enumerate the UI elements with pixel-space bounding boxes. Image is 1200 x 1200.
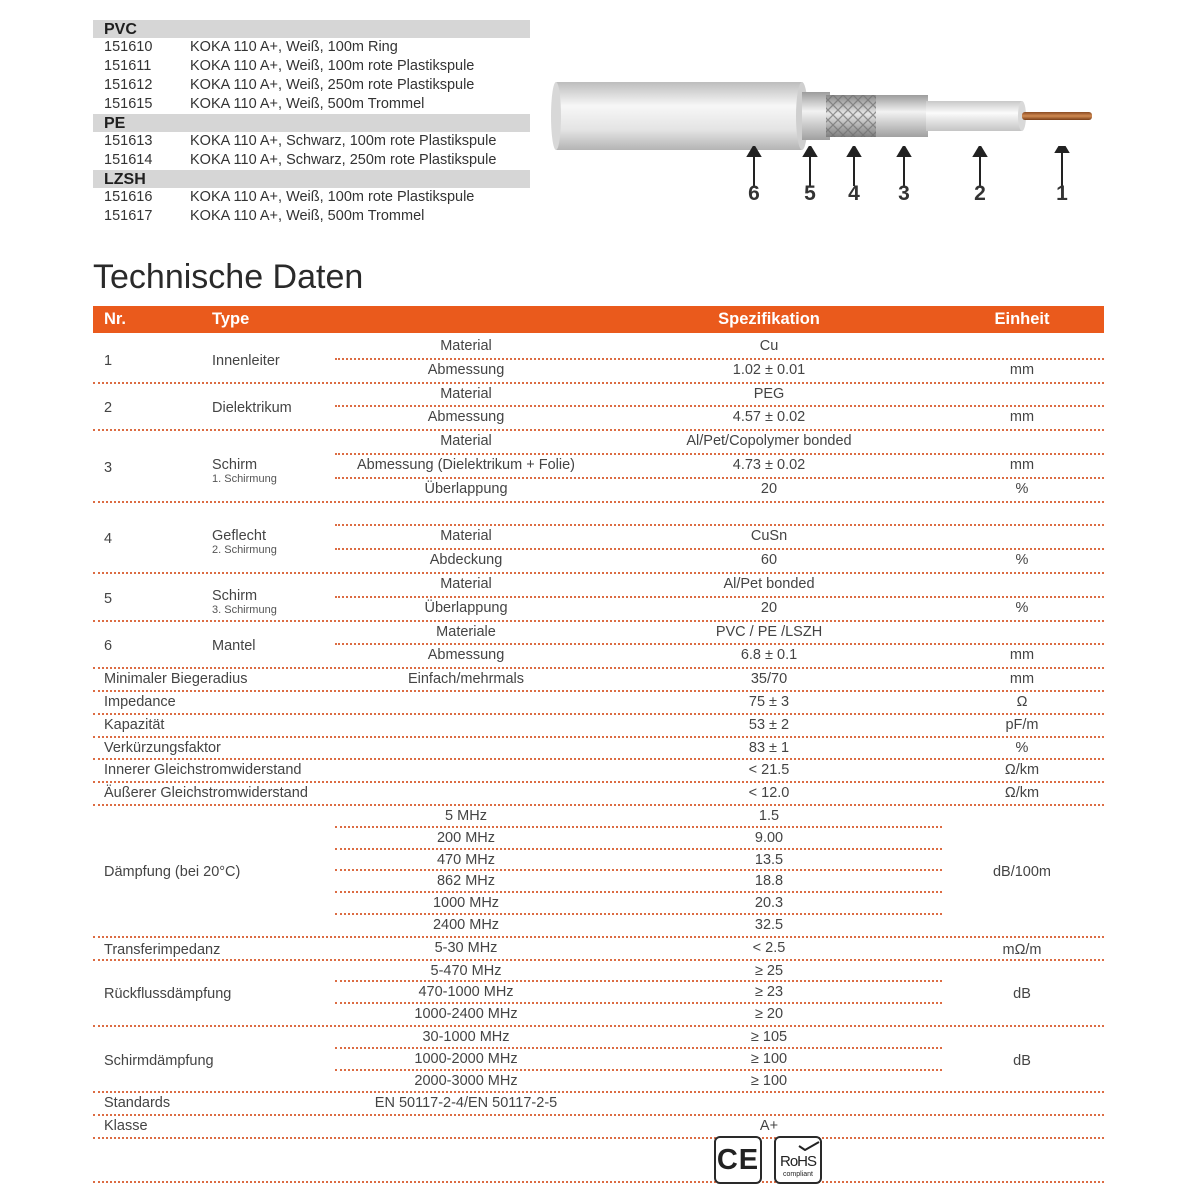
spec-unit: mm [1009, 361, 1035, 378]
spec-unit: mΩ/m [1002, 941, 1042, 958]
row-divider [93, 804, 1104, 806]
spec-parameter: Überlappung [424, 480, 508, 497]
product-code: 151613 [104, 133, 153, 149]
section-number: 2 [104, 400, 113, 417]
product-description: KOKA 110 A+, Weiß, 100m rote Plastikspule [190, 189, 475, 205]
row-divider [335, 913, 942, 915]
spec-unit: mm [1009, 457, 1035, 473]
section-type: Mantel [212, 638, 256, 655]
spec-unit: mm [1009, 409, 1035, 426]
spec-parameter: 2400 MHz [432, 917, 500, 933]
spec-value: 6.8 ± 0.1 [740, 647, 798, 664]
spec-value: PVC / PE /LSZH [715, 623, 823, 640]
spec-parameter: 1000-2400 MHz [414, 1006, 518, 1023]
spec-unit: pF/m [1005, 716, 1039, 733]
product-row [93, 132, 530, 151]
product-row [93, 207, 530, 226]
section-divider [93, 429, 1104, 431]
spec-unit: dB/100m [992, 864, 1052, 881]
spec-value: ≥ 25 [754, 962, 784, 979]
spec-value: 75 ± 3 [748, 694, 790, 710]
product-row [93, 76, 530, 95]
spec-unit: % [1015, 480, 1029, 497]
product-code: 151611 [104, 58, 152, 74]
property-label: Dämpfung (bei 20°C) [104, 864, 241, 881]
product-row [93, 95, 530, 114]
product-row [93, 38, 530, 57]
section-divider [93, 501, 1104, 503]
row-divider [93, 1137, 1104, 1139]
section-divider [93, 382, 1104, 384]
row-divider [335, 548, 1104, 550]
cable-dielectric [926, 101, 1026, 131]
property-label: Transferimpedanz [104, 941, 221, 958]
section-type: Schirm [212, 587, 258, 604]
spec-parameter: 470-1000 MHz [418, 984, 514, 1001]
callout-arrows [548, 146, 1108, 186]
cable-braid [826, 95, 878, 137]
section-subtitle: 1. Schirmung [212, 472, 277, 485]
row-divider [93, 781, 1104, 783]
property-label: Minimaler Biegeradius [104, 671, 248, 688]
spec-parameter: 862 MHz [436, 873, 496, 890]
product-description: KOKA 110 A+, Weiß, 500m Trommel [190, 96, 425, 112]
callout-label: 4 [848, 182, 860, 205]
spec-value: < 12.0 [748, 785, 790, 802]
product-code: 151612 [104, 77, 153, 93]
cable-inner-conductor [1022, 112, 1092, 120]
row-divider [335, 453, 1104, 455]
property-label: Verkürzungsfaktor [104, 739, 221, 756]
spec-value: 20 [760, 480, 778, 497]
row-divider [335, 1002, 942, 1004]
spec-parameter: 200 MHz [436, 829, 496, 846]
spec-value: CuSn [750, 528, 788, 545]
section-divider [93, 959, 1104, 961]
row-divider [335, 358, 1104, 360]
rohs-compliant-text: compliant [783, 1171, 813, 1178]
group-header-lzsh: LZSH [93, 170, 530, 188]
spec-value: 35/70 [750, 671, 788, 688]
spec-value: 53 ± 2 [748, 716, 790, 733]
section-type: Geflecht [212, 528, 266, 545]
spec-parameter: Abmessung [427, 647, 505, 664]
spec-value: 20 [760, 599, 778, 616]
group-header-pe: PE [93, 114, 530, 132]
spec-parameter: 5-30 MHz [434, 939, 498, 956]
property-label: Äußerer Gleichstromwiderstand [104, 785, 308, 802]
table-bottom-rule [93, 1181, 1104, 1183]
spec-value: ≥ 100 [750, 1050, 788, 1067]
product-row [93, 151, 530, 170]
cable-inner-foil [876, 95, 928, 137]
section-type: Schirm [212, 456, 258, 473]
spec-value: 13.5 [754, 851, 784, 868]
header-nr: Nr. [104, 310, 127, 328]
row-divider [335, 1047, 942, 1049]
cable-outer-foil [802, 92, 830, 140]
section-divider [93, 1025, 1104, 1027]
product-code: 151617 [104, 208, 153, 224]
row-divider [335, 869, 942, 871]
spec-unit: Ω [1016, 694, 1028, 710]
row-divider [93, 690, 1104, 692]
spec-parameter: 5-470 MHz [430, 962, 502, 979]
property-label: Klasse [104, 1118, 148, 1135]
cable-illustration [548, 70, 1108, 220]
product-description: KOKA 110 A+, Weiß, 100m Ring [190, 39, 398, 55]
spec-unit: dB [1013, 1052, 1031, 1069]
row-divider [335, 826, 942, 828]
spec-parameter: Überlappung [424, 599, 508, 616]
spec-value: 20.3 [754, 895, 784, 912]
rohs-text: RoHS [779, 1153, 816, 1170]
header-spec: Spezifikation [718, 310, 820, 328]
section-type: Innenleiter [212, 352, 280, 369]
group-header-pvc: PVC [93, 20, 530, 38]
spec-value: PEG [753, 385, 785, 402]
spec-value: ≥ 105 [750, 1029, 788, 1045]
spec-parameter: Material [440, 338, 492, 354]
cable-jacket [551, 82, 808, 150]
spec-value: 83 ± 1 [748, 739, 790, 756]
product-code: 151614 [104, 152, 153, 168]
ce-mark: CE [716, 1144, 760, 1176]
property-label: Schirmdämpfung [104, 1052, 214, 1069]
spec-parameter: 1000 MHz [432, 895, 500, 912]
spec-value: 32.5 [754, 917, 784, 933]
spec-unit: Ω/km [1004, 785, 1040, 802]
spec-value: Al/Pet bonded [723, 576, 815, 592]
spec-parameter: 5 MHz [445, 808, 487, 824]
spec-unit: % [1015, 599, 1029, 616]
product-description: KOKA 110 A+, Weiß, 100m rote Plastikspule [190, 58, 475, 74]
spec-value: 4.57 ± 0.02 [732, 409, 806, 426]
spec-value: Al/Pet/Copolymer bonded [686, 433, 852, 450]
product-row [93, 57, 530, 76]
property-label: Innerer Gleichstromwiderstand [104, 762, 302, 779]
callout-label: 1 [1056, 182, 1068, 205]
spec-value: < 2.5 [752, 939, 786, 956]
spec-value: ≥ 100 [750, 1072, 788, 1089]
property-label: Impedance [104, 694, 176, 710]
section-divider [93, 572, 1104, 574]
spec-value: 60 [760, 552, 778, 569]
row-divider [335, 477, 1104, 479]
ce-logo [714, 1136, 762, 1184]
callout-label: 5 [804, 182, 816, 205]
row-divider [93, 758, 1104, 760]
callout-label: 2 [974, 182, 986, 205]
product-description: KOKA 110 A+, Schwarz, 100m rote Plastikspule [190, 133, 497, 149]
row-divider [335, 643, 1104, 645]
spec-unit: % [1015, 739, 1029, 756]
spec-unit: dB [1013, 986, 1031, 1003]
spec-value: 1.02 ± 0.01 [732, 361, 806, 378]
product-code: 151610 [104, 39, 153, 55]
product-description: KOKA 110 A+, Schwarz, 250m rote Plastikspule [190, 152, 497, 168]
row-divider [335, 596, 1104, 598]
property-label: Standards [104, 1095, 171, 1112]
spec-value: 9.00 [754, 829, 784, 846]
callout-label: 3 [898, 182, 910, 205]
section-subtitle: 3. Schirmung [212, 603, 277, 616]
spec-parameter: Abmessung [427, 409, 505, 426]
spec-unit: mm [1009, 671, 1035, 688]
header-type: Type [212, 310, 250, 328]
spec-parameter: Abmessung (Dielektrikum + Folie) [357, 457, 575, 473]
section-number: 4 [104, 531, 113, 548]
spec-parameter: Abmessung [427, 361, 505, 378]
section-type: Dielektrikum [212, 400, 292, 417]
spec-parameter: 470 MHz [436, 851, 496, 868]
section-divider [93, 936, 1104, 938]
spec-value: EN 50117-2-4/EN 50117-2-5 [374, 1095, 558, 1112]
spec-table-header [93, 306, 1104, 333]
row-divider [93, 1114, 1104, 1116]
callout-label: 6 [748, 182, 760, 205]
row-divider [335, 891, 942, 893]
spec-unit: Ω/km [1004, 762, 1040, 779]
product-list [93, 20, 530, 226]
row-divider [93, 713, 1104, 715]
rohs-logo [774, 1136, 822, 1184]
spec-parameter: Einfach/mehrmals [407, 671, 525, 688]
spec-value: ≥ 20 [754, 1006, 784, 1023]
spec-value: A+ [759, 1118, 779, 1135]
spec-unit: mm [1009, 647, 1035, 664]
rohs-check-icon [798, 1141, 820, 1151]
property-label: Kapazität [104, 716, 165, 733]
section-number: 5 [104, 590, 113, 607]
product-code: 151616 [104, 189, 153, 205]
header-unit: Einheit [994, 310, 1050, 328]
section-divider [93, 667, 1104, 669]
spec-parameter: Material [440, 576, 492, 592]
product-row [93, 188, 530, 207]
row-divider [335, 848, 942, 850]
spec-unit: % [1015, 552, 1029, 569]
row-divider [335, 405, 1104, 407]
spec-value: 4.73 ± 0.02 [732, 457, 806, 473]
product-code: 151615 [104, 96, 153, 112]
product-description: KOKA 110 A+, Weiß, 250m rote Plastikspule [190, 77, 475, 93]
spec-parameter: Material [440, 528, 492, 545]
row-divider [93, 736, 1104, 738]
section-subtitle: 2. Schirmung [212, 544, 277, 557]
spec-value: 1.5 [758, 808, 780, 824]
product-description: KOKA 110 A+, Weiß, 500m Trommel [190, 208, 425, 224]
spec-parameter: 2000-3000 MHz [414, 1072, 518, 1089]
spec-value: < 21.5 [748, 762, 790, 779]
row-divider [335, 980, 942, 982]
property-label: Rückflussdämpfung [104, 986, 232, 1003]
section-number: 6 [104, 638, 113, 655]
section-number: 1 [104, 352, 113, 369]
spec-table [93, 306, 1104, 1186]
section-number: 3 [104, 459, 113, 476]
row-divider [335, 1069, 942, 1071]
section-divider [93, 620, 1104, 622]
spec-parameter: 1000-2000 MHz [414, 1050, 518, 1067]
spec-parameter: 30-1000 MHz [422, 1029, 510, 1045]
spec-value: 18.8 [754, 873, 784, 890]
spec-parameter: Abdeckung [429, 552, 503, 569]
spec-value: Cu [759, 338, 779, 354]
spec-parameter: Material [440, 385, 492, 402]
spec-parameter: Materiale [436, 623, 496, 640]
row-divider [335, 524, 1104, 526]
spec-parameter: Material [440, 433, 492, 450]
section-heading: Technische Daten [93, 258, 364, 296]
section-divider [93, 1091, 1104, 1093]
spec-value: ≥ 23 [754, 984, 784, 1001]
